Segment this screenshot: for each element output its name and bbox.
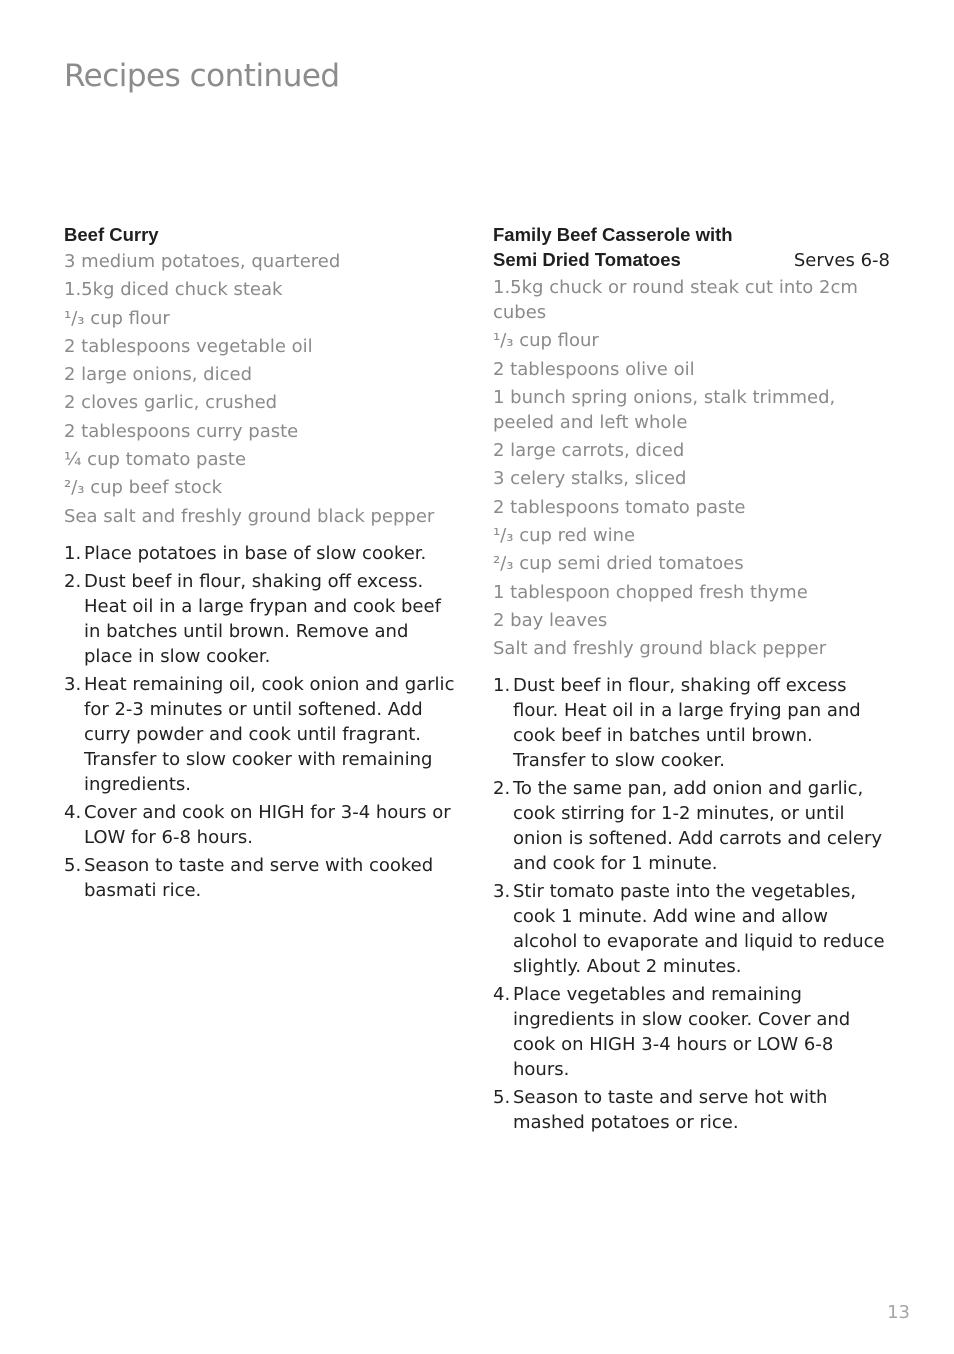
ingredient-item: 2 tablespoons tomato paste [493,496,746,518]
recipe-title-row [493,247,890,273]
ingredient-list [64,249,456,529]
step-number: 3. [493,881,511,903]
recipe-title-line-2: Semi Dried Tomatoes [493,249,681,270]
ingredient-item: 3 celery stalks, sliced [493,468,687,490]
ingredient-item: ²/₃ cup beef stock [64,477,223,499]
step-text: Dust beef in flour, shaking off excess flour. Heat oil in a large frying pan and cook beef in batches until brown. Transfer to slow cooker. [513,675,861,772]
method-steps [493,673,890,1135]
method-step [64,569,456,669]
step-text: Place potatoes in base of slow cooker. [84,542,427,564]
ingredient-item: 1 bunch spring onions, stalk trimmed, peeled and left whole [493,386,836,433]
recipe-beef-curry [64,222,456,906]
recipe-family-beef-casserole [493,222,890,1138]
page-title: Recipes continued [64,58,340,94]
method-step [493,1085,890,1135]
page-number: 13 [887,1302,910,1323]
recipe-title [493,222,890,273]
ingredient-item: 2 cloves garlic, crushed [64,392,278,414]
step-number: 4. [64,801,82,823]
step-text: Season to taste and serve with cooked basmati rice. [84,854,434,901]
method-step [64,672,456,797]
method-step [64,853,456,903]
method-step [64,541,456,566]
ingredient-item: ¹/₃ cup flour [64,307,170,329]
step-number: 3. [64,673,82,695]
step-number: 2. [64,570,82,592]
method-step [493,982,890,1082]
step-text: Stir tomato paste into the vegetables, cook 1 minute. Add wine and allow alcohol to evaporate and liquid to reduce slightly. About 2 minutes. [513,881,885,978]
step-number: 5. [493,1087,511,1109]
step-text: Place vegetables and remaining ingredients in slow cooker. Cover and cook on HIGH 3-4 hours or LOW 6-8 hours. [513,984,851,1081]
ingredient-item: Sea salt and freshly ground black pepper [64,505,435,527]
ingredient-item: ¹/₃ cup flour [493,330,599,352]
ingredient-item: 2 bay leaves [493,609,608,631]
ingredient-item: ¹/₃ cup red wine [493,525,636,547]
recipe-title: Beef Curry [64,224,159,245]
step-text: Heat remaining oil, cook onion and garlic for 2-3 minutes or until softened. Add curry powder and cook until fragrant. Transfer to slow cooker with remaining ingredients. [84,673,455,795]
ingredient-item: 2 large onions, diced [64,364,252,386]
ingredient-item: 2 large carrots, diced [493,440,685,462]
ingredient-item: 1.5kg diced chuck steak [64,279,283,301]
step-number: 4. [493,984,511,1006]
step-number: 5. [64,854,82,876]
method-step [64,800,456,850]
step-number: 1. [64,542,82,564]
ingredient-item: ²/₃ cup semi dried tomatoes [493,553,744,575]
ingredient-item: 1.5kg chuck or round steak cut into 2cm cubes [493,277,858,323]
serves-label: Serves 6-8 [793,250,890,271]
step-text: Cover and cook on HIGH for 3-4 hours or LOW for 6-8 hours. [84,801,451,848]
method-steps [64,541,456,903]
ingredient-item: 2 tablespoons olive oil [493,358,695,380]
step-text: Dust beef in flour, shaking off excess. Heat oil in a large frypan and cook beef in batches until brown. Remove and place in slow cooker. [84,570,441,667]
ingredient-list [493,275,890,661]
ingredient-item: 2 tablespoons curry paste [64,420,299,442]
ingredient-item: ¼ cup tomato paste [64,449,247,471]
recipe-title-line-1: Family Beef Casserole with [493,224,733,245]
method-step [493,776,890,876]
ingredient-item: 3 medium potatoes, quartered [64,251,341,272]
method-step [493,673,890,773]
step-number: 2. [493,778,511,800]
step-number: 1. [493,675,511,697]
ingredient-item: 1 tablespoon chopped fresh thyme [493,581,808,603]
method-step [493,879,890,979]
ingredient-item: 2 tablespoons vegetable oil [64,335,313,357]
step-text: Season to taste and serve hot with mashed potatoes or rice. [513,1087,828,1134]
ingredient-item: Salt and freshly ground black pepper [493,638,827,660]
step-text: To the same pan, add onion and garlic, cook stirring for 1-2 minutes, or until onion is softened. Add carrots and celery and cook for 1 minute. [513,778,882,875]
